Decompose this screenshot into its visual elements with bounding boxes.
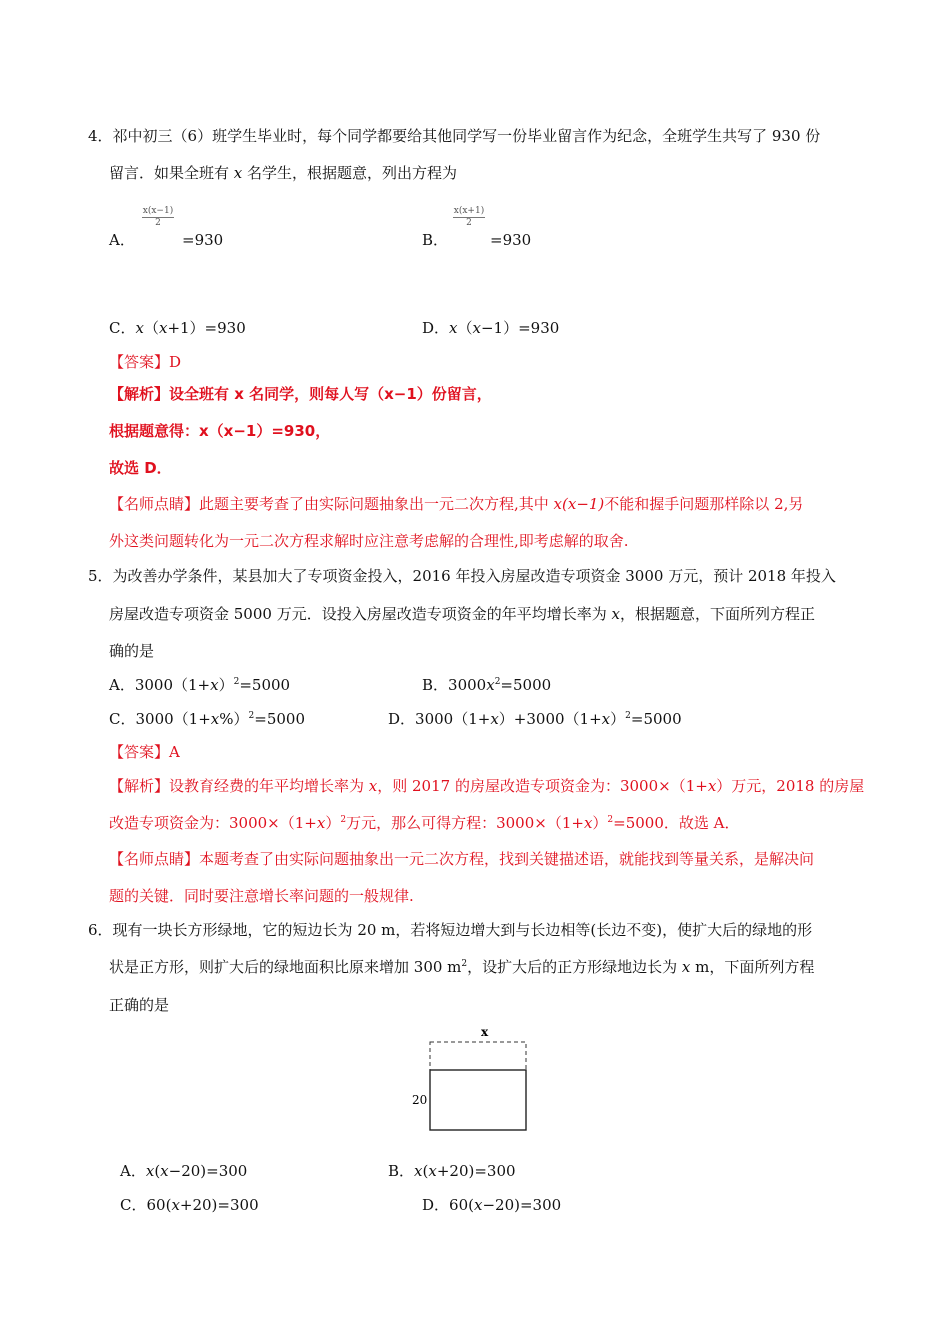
q4-analysis-3: 故选 D． bbox=[109, 459, 172, 477]
q5-option-c: C．$3000(1+x\%)^2=5000$ bbox=[109, 710, 305, 728]
q5-answer: 【答案】A bbox=[109, 743, 180, 761]
q5-line1: 5．为改善办学条件，某县加大了专项资金投入，2016 年投入房屋改造专项资金 3000 万元，预计 2018 年投入 bbox=[88, 567, 836, 585]
q4-answer: 【答案】D bbox=[109, 353, 182, 371]
q5-note-1: 【名师点睛】本题考查了由实际问题抽象出一元二次方程，找到关键描述语，就能找到等量关系，是解决问 bbox=[109, 850, 815, 868]
q6-option-c: C．60(x+20)=300 bbox=[120, 1196, 259, 1214]
q6-line1: 6．现有一块长方形绿地，它的短边长为 20 m，若将短边增大到与长边相等(长边不变)，使扩大后的绿地的形 bbox=[88, 921, 813, 939]
q5-note-2: 题的关键．同时要注意增长率问题的一般规律. bbox=[109, 887, 414, 905]
q4-analysis-2: 根据题意得：x（x−1）=930， bbox=[109, 422, 331, 440]
q4-option-a-numerator: x(x−1) bbox=[142, 206, 174, 216]
q4-var: x bbox=[233, 164, 243, 182]
square-diagram bbox=[405, 1025, 545, 1135]
q5-line2: 房屋改造专项资金 5000 万元．设投入房屋改造专项资金的年平均增长率为 x，根据题意，下面所列方程正 bbox=[109, 605, 815, 623]
q4-option-b-fraction bbox=[447, 206, 491, 229]
q4-text-2a: 留言．如果全班有 bbox=[109, 164, 234, 182]
q4-option-a-fraction bbox=[136, 206, 180, 229]
q5-line3: 确的是 bbox=[109, 642, 155, 660]
q5-option-d: D．$3000(1+x)+3000(1+x)^2=5000$ bbox=[388, 710, 682, 728]
q5-analysis-1: 【解析】设教育经费的年平均增长率为 x，则 2017 的房屋改造专项资金为：3000×（1+x）万元，2018 的房屋 bbox=[109, 777, 865, 795]
q4-line1 bbox=[88, 126, 820, 146]
q4-text-1: 祁中初三（6）班学生毕业时，每个同学都要给其他同学写一份毕业留言作为纪念，全班学生共写了 930 份 bbox=[112, 127, 821, 145]
dashed-extension bbox=[430, 1042, 526, 1070]
diagram-20-label: 20 bbox=[412, 1093, 428, 1107]
q6-option-d: D．60(x−20)=300 bbox=[422, 1196, 562, 1214]
q4-option-d: D．x（x−1）=930 bbox=[422, 319, 560, 337]
q4-option-c: C．x（x+1）=930 bbox=[109, 319, 246, 337]
q6-line2: 状是正方形，则扩大后的绿地面积比原来增加 300 $m^2$，设扩大后的正方形绿地边长为 x m，下面所列方程 bbox=[109, 958, 815, 976]
q4-note-1: 【名师点睛】此题主要考查了由实际问题抽象出一元二次方程,其中 x(x−1)不能和握手问题那样除以 2,另 bbox=[109, 495, 804, 513]
q4-option-b-rest: =930 bbox=[490, 231, 532, 249]
q4-text-2b: 名学生，根据题意，列出方程为 bbox=[242, 164, 458, 182]
original-rectangle bbox=[430, 1070, 526, 1130]
q4-option-a-denominator: 2 bbox=[155, 218, 161, 228]
q5-option-a: A．$3000(1+x)^2=5000$ bbox=[109, 676, 291, 694]
q4-analysis-1: 【解析】设全班有 x 名同学，则每人写（x−1）份留言， bbox=[109, 385, 492, 403]
q4-option-b-denominator: 2 bbox=[466, 218, 472, 228]
q6-line3: 正确的是 bbox=[109, 996, 170, 1014]
q4-option-a-rest: =930 bbox=[182, 231, 224, 249]
q6-option-b: B．x(x+20)=300 bbox=[388, 1162, 516, 1180]
q6-option-a: A．x(x−20)=300 bbox=[120, 1162, 248, 1180]
q4-number: 4． bbox=[88, 127, 113, 145]
diagram-x-label: x bbox=[481, 1025, 489, 1039]
q4-line2 bbox=[109, 163, 457, 183]
q4-option-b-numerator: x(x+1) bbox=[453, 206, 485, 216]
q5-option-b: B．$3000x^2=5000$ bbox=[422, 676, 552, 694]
q4-option-a-label: A． bbox=[109, 231, 135, 249]
q5-analysis-2: 改造专项资金为：$3000\times(1+x)^2$万元，那么可得方程：$3000\times(1+x)^2=5000$．故选 A． bbox=[109, 814, 740, 832]
q4-option-b-label: B． bbox=[422, 231, 449, 249]
q4-note-2: 外这类问题转化为一元二次方程求解时应注意考虑解的合理性,即考虑解的取舍. bbox=[109, 532, 629, 550]
diagram-svg bbox=[405, 1025, 545, 1135]
